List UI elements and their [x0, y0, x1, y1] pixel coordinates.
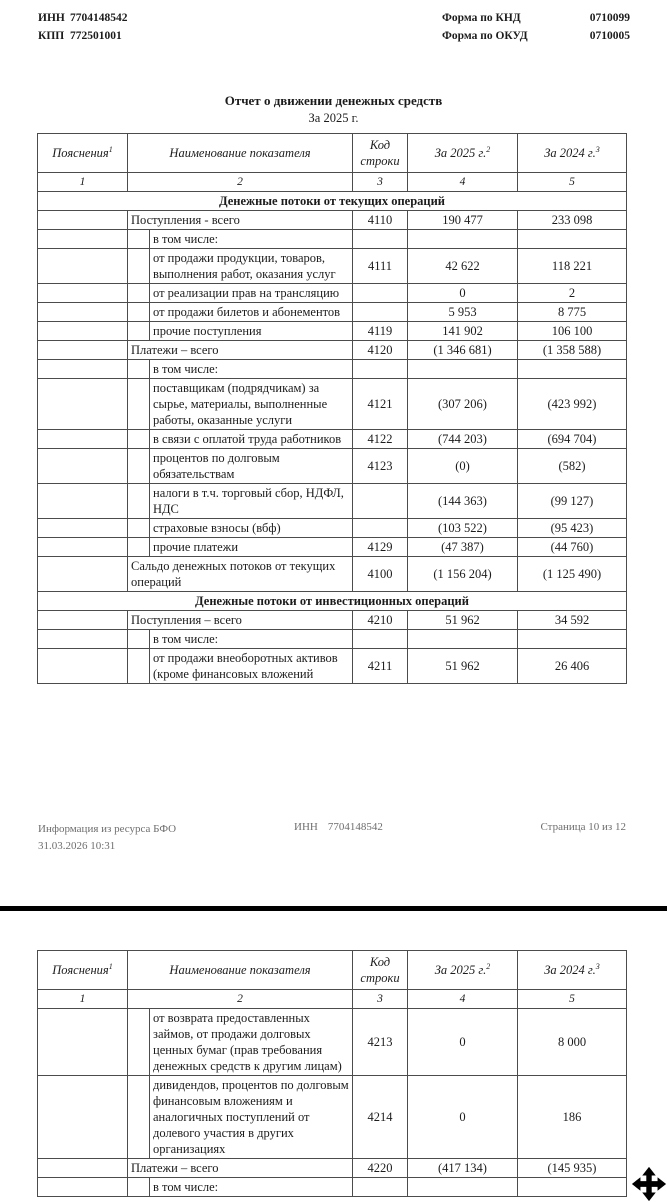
indicator-name: Платежи – всего	[128, 341, 353, 360]
section-title: Денежные потоки от инвестиционных операций	[38, 592, 627, 611]
okud-label: Форма по ОКУД	[442, 30, 528, 42]
line-code: 4122	[353, 430, 408, 449]
col-num-3: 3	[353, 173, 408, 192]
col-num-5: 5	[518, 173, 627, 192]
table-row	[38, 322, 627, 341]
explanation-cell	[38, 341, 128, 360]
value-2024: (95 423)	[518, 519, 627, 538]
col-explanations: Пояснения$^1$	[38, 951, 128, 990]
line-code	[353, 1178, 408, 1197]
table-row	[38, 341, 627, 360]
table-row	[38, 230, 627, 249]
col-num-5: 5	[518, 990, 627, 1009]
table-row	[38, 611, 627, 630]
value-2025: (1 156 204)	[408, 557, 518, 592]
explanation-cell	[38, 322, 128, 341]
value-2024	[518, 230, 627, 249]
indicator-name: в связи с оплатой труда работников	[150, 430, 353, 449]
explanation-cell	[38, 303, 128, 322]
explanation-cell	[38, 611, 128, 630]
value-2025: (0)	[408, 449, 518, 484]
indicator-name: от продажи билетов и абонементов	[150, 303, 353, 322]
knd-label: Форма по КНД	[442, 12, 521, 24]
value-2024: (145 935)	[518, 1159, 627, 1178]
table-row	[38, 379, 627, 430]
explanation-cell	[38, 1009, 128, 1076]
explanation-cell	[38, 230, 128, 249]
col-indicator-name: Наименование показателя	[128, 134, 353, 173]
col-line-code: Код строки	[353, 134, 408, 173]
value-2024: 8 775	[518, 303, 627, 322]
value-2025	[408, 1178, 518, 1197]
explanation-cell	[38, 284, 128, 303]
value-2025: (47 387)	[408, 538, 518, 557]
indicator-name: прочие поступления	[150, 322, 353, 341]
value-2024: 106 100	[518, 322, 627, 341]
indent-cell	[128, 303, 150, 322]
col-num-3: 3	[353, 990, 408, 1009]
col-2025: За 2025 г.$^2$	[408, 134, 518, 173]
explanation-cell	[38, 249, 128, 284]
explanation-cell	[38, 360, 128, 379]
value-2025: 0	[408, 1009, 518, 1076]
footer-inn-label: ИНН	[294, 821, 318, 833]
table-row	[38, 649, 627, 684]
line-code	[353, 484, 408, 519]
indent-cell	[128, 484, 150, 519]
explanation-cell	[38, 211, 128, 230]
indicator-name: в том числе:	[150, 230, 353, 249]
table-row	[38, 284, 627, 303]
line-code: 4110	[353, 211, 408, 230]
value-2024: (694 704)	[518, 430, 627, 449]
table-row	[38, 1178, 627, 1197]
indent-cell	[128, 322, 150, 341]
explanation-cell	[38, 538, 128, 557]
value-2025: 51 962	[408, 649, 518, 684]
value-2024: (99 127)	[518, 484, 627, 519]
value-2024: 8 000	[518, 1009, 627, 1076]
line-code: 4129	[353, 538, 408, 557]
line-code	[353, 630, 408, 649]
kpp-value: 772501001	[70, 30, 122, 42]
indicator-name: в том числе:	[150, 1178, 353, 1197]
explanation-cell	[38, 1076, 128, 1159]
line-code	[353, 230, 408, 249]
indicator-name: страховые взносы (вбф)	[150, 519, 353, 538]
value-2025: (103 522)	[408, 519, 518, 538]
okud-value: 0710005	[589, 30, 630, 42]
value-2024: 186	[518, 1076, 627, 1159]
indicator-name: налоги в т.ч. торговый сбор, НДФЛ, НДС	[150, 484, 353, 519]
col-indicator-name: Наименование показателя	[128, 951, 353, 990]
indent-cell	[128, 379, 150, 430]
indicator-name: Поступления - всего	[128, 211, 353, 230]
line-code	[353, 519, 408, 538]
value-2024: (44 760)	[518, 538, 627, 557]
value-2024: (1 358 588)	[518, 341, 627, 360]
col-num-4: 4	[408, 990, 518, 1009]
indicator-name: от реализации прав на трансляцию	[150, 284, 353, 303]
line-code: 4120	[353, 341, 408, 360]
value-2025: (744 203)	[408, 430, 518, 449]
line-code	[353, 303, 408, 322]
value-2024: (582)	[518, 449, 627, 484]
value-2024: 26 406	[518, 649, 627, 684]
line-code: 4211	[353, 649, 408, 684]
value-2024	[518, 1178, 627, 1197]
line-code: 4100	[353, 557, 408, 592]
header-form-codes	[442, 9, 630, 45]
col-explanations: Пояснения$^1$	[38, 134, 128, 173]
document-title: Отчет о движении денежных средств	[224, 93, 443, 108]
indicator-name: поставщикам (подрядчикам) за сырье, материалы, выполненные работы, оказанные услуги	[150, 379, 353, 430]
indicator-name: от возврата предоставленных займов, от продажи долговых ценных бумаг (прав требования денежных средств к другим лицам)	[150, 1009, 353, 1076]
document-page-2	[0, 911, 667, 1200]
col-num-2: 2	[128, 173, 353, 192]
value-2024: 118 221	[518, 249, 627, 284]
value-2025: 51 962	[408, 611, 518, 630]
indicator-name: в том числе:	[150, 630, 353, 649]
line-code: 4111	[353, 249, 408, 284]
explanation-cell	[38, 557, 128, 592]
line-code: 4210	[353, 611, 408, 630]
inn-label: ИНН	[38, 12, 65, 24]
column-number-row	[38, 173, 627, 192]
value-2025: (307 206)	[408, 379, 518, 430]
value-2025: 0	[408, 1076, 518, 1159]
value-2025: 5 953	[408, 303, 518, 322]
indent-cell	[128, 538, 150, 557]
footer-inn	[294, 821, 383, 833]
footer-source	[38, 821, 176, 855]
section-row	[38, 592, 627, 611]
value-2025	[408, 360, 518, 379]
table-row	[38, 360, 627, 379]
indicator-name: в том числе:	[150, 360, 353, 379]
indent-cell	[128, 649, 150, 684]
value-2025: (417 134)	[408, 1159, 518, 1178]
footer-page-number: Страница 10 из 12	[540, 821, 626, 833]
value-2025: (1 346 681)	[408, 341, 518, 360]
value-2024	[518, 630, 627, 649]
table-row	[38, 484, 627, 519]
col-num-1: 1	[38, 990, 128, 1009]
value-2025: 42 622	[408, 249, 518, 284]
explanation-cell	[38, 630, 128, 649]
line-code: 4213	[353, 1009, 408, 1076]
indent-cell	[128, 249, 150, 284]
value-2024: (423 992)	[518, 379, 627, 430]
explanation-cell	[38, 1178, 128, 1197]
indent-cell	[128, 360, 150, 379]
line-code: 4123	[353, 449, 408, 484]
indent-cell	[128, 519, 150, 538]
indent-cell	[128, 430, 150, 449]
table-row	[38, 1076, 627, 1159]
table-row	[38, 557, 627, 592]
indicator-name: дивидендов, процентов по долговым финансовым вложениям и аналогичных поступлений от долевого участия в других организациях	[150, 1076, 353, 1159]
inn-value: 7704148542	[70, 12, 128, 24]
table-row	[38, 1009, 627, 1076]
indicator-name: прочие платежи	[150, 538, 353, 557]
col-num-2: 2	[128, 990, 353, 1009]
knd-line	[442, 9, 630, 27]
explanation-cell	[38, 379, 128, 430]
indent-cell	[128, 284, 150, 303]
inn-line	[38, 9, 128, 27]
indicator-name: Сальдо денежных потоков от текущих операций	[128, 557, 353, 592]
value-2025: 141 902	[408, 322, 518, 341]
col-num-1: 1	[38, 173, 128, 192]
line-code: 4121	[353, 379, 408, 430]
value-2025	[408, 630, 518, 649]
table-header-row	[38, 951, 627, 990]
column-number-row	[38, 990, 627, 1009]
kpp-line	[38, 27, 128, 45]
table-row	[38, 303, 627, 322]
indicator-name: Поступления – всего	[128, 611, 353, 630]
kpp-label: КПП	[38, 30, 65, 42]
value-2024: 233 098	[518, 211, 627, 230]
okud-line	[442, 27, 630, 45]
table-row	[38, 538, 627, 557]
footer-inn-value: 7704148542	[327, 821, 383, 833]
table-row	[38, 211, 627, 230]
indicator-name: Платежи – всего	[128, 1159, 353, 1178]
value-2025: 0	[408, 284, 518, 303]
explanation-cell	[38, 484, 128, 519]
table-row	[38, 630, 627, 649]
col-2024: За 2024 г.$^3$	[518, 134, 627, 173]
col-2024: За 2024 г.$^3$	[518, 951, 627, 990]
table-row	[38, 249, 627, 284]
line-code: 4214	[353, 1076, 408, 1159]
table-row	[38, 519, 627, 538]
indicator-name: от продажи продукции, товаров, выполнения работ, оказания услуг	[150, 249, 353, 284]
line-code	[353, 284, 408, 303]
value-2025: 190 477	[408, 211, 518, 230]
document-period: За 2025 г.	[308, 111, 359, 125]
table-row	[38, 449, 627, 484]
col-num-4: 4	[408, 173, 518, 192]
indent-cell	[128, 230, 150, 249]
cash-flow-table-page1	[37, 133, 627, 684]
value-2024: 34 592	[518, 611, 627, 630]
indicator-name: процентов по долговым обязательствам	[150, 449, 353, 484]
indicator-name: от продажи внеоборотных активов (кроме финансовых вложений	[150, 649, 353, 684]
explanation-cell	[38, 1159, 128, 1178]
indent-cell	[128, 1076, 150, 1159]
line-code	[353, 360, 408, 379]
value-2024: (1 125 490)	[518, 557, 627, 592]
cash-flow-table-page2	[37, 950, 627, 1197]
explanation-cell	[38, 649, 128, 684]
explanation-cell	[38, 519, 128, 538]
indent-cell	[128, 449, 150, 484]
explanation-cell	[38, 449, 128, 484]
knd-value: 0710099	[589, 12, 630, 24]
footer-timestamp: 31.03.2026 10:31	[38, 840, 116, 852]
col-2025: За 2025 г.$^2$	[408, 951, 518, 990]
value-2024	[518, 360, 627, 379]
header-registration-ids	[38, 9, 128, 45]
value-2024: 2	[518, 284, 627, 303]
indent-cell	[128, 1009, 150, 1076]
value-2025	[408, 230, 518, 249]
line-code: 4220	[353, 1159, 408, 1178]
table-row	[38, 1159, 627, 1178]
table-row	[38, 430, 627, 449]
move-cursor-icon	[631, 1166, 667, 1202]
footer-source-line: Информация из ресурса БФО	[38, 823, 177, 835]
col-line-code: Код строки	[353, 951, 408, 990]
indent-cell	[128, 1178, 150, 1197]
explanation-cell	[38, 430, 128, 449]
line-code: 4119	[353, 322, 408, 341]
indent-cell	[128, 630, 150, 649]
section-row	[38, 192, 627, 211]
table-header-row	[38, 134, 627, 173]
section-title: Денежные потоки от текущих операций	[38, 192, 627, 211]
value-2025: (144 363)	[408, 484, 518, 519]
